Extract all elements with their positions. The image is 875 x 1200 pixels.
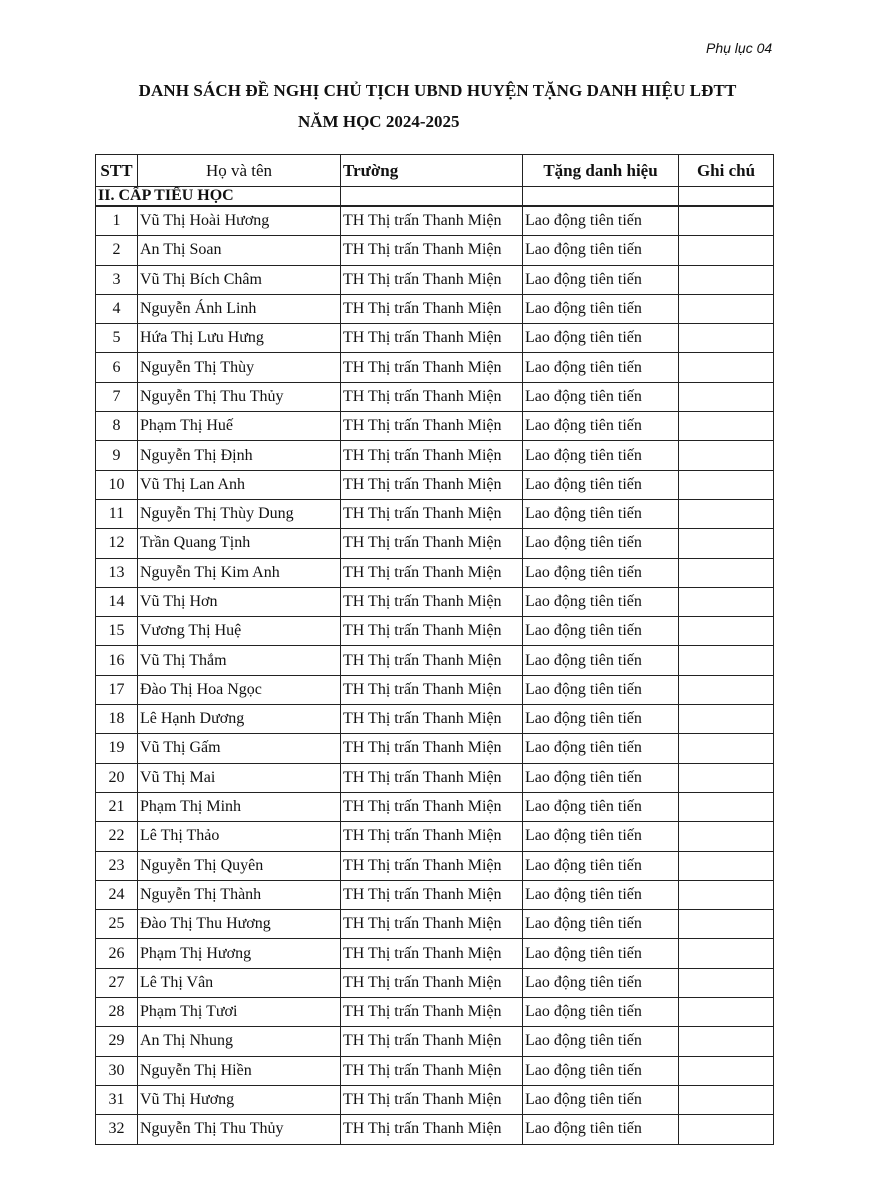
cell-school: TH Thị trấn Thanh Miện (341, 470, 523, 499)
table-row (96, 675, 774, 704)
cell-award: Lao động tiên tiến (523, 529, 679, 558)
cell-note (679, 294, 774, 323)
cell-note (679, 529, 774, 558)
cell-school: TH Thị trấn Thanh Miện (341, 499, 523, 528)
header-name: Họ và tên (138, 155, 341, 187)
cell-award: Lao động tiên tiến (523, 675, 679, 704)
cell-stt: 8 (96, 412, 138, 441)
cell-stt: 7 (96, 382, 138, 411)
cell-stt: 2 (96, 236, 138, 265)
cell-award: Lao động tiên tiến (523, 646, 679, 675)
cell-award: Lao động tiên tiến (523, 1085, 679, 1114)
cell-name: Vương Thị Huệ (138, 617, 341, 646)
cell-note (679, 324, 774, 353)
cell-award: Lao động tiên tiến (523, 792, 679, 821)
cell-note (679, 1027, 774, 1056)
cell-note (679, 499, 774, 528)
table-row (96, 1085, 774, 1114)
cell-note (679, 1085, 774, 1114)
cell-note (679, 763, 774, 792)
cell-school: TH Thị trấn Thanh Miện (341, 1115, 523, 1144)
cell-school: TH Thị trấn Thanh Miện (341, 1056, 523, 1085)
cell-stt: 21 (96, 792, 138, 821)
table-row (96, 529, 774, 558)
cell-school: TH Thị trấn Thanh Miện (341, 529, 523, 558)
cell-name: Đào Thị Hoa Ngọc (138, 675, 341, 704)
table-row (96, 206, 774, 236)
cell-name: Vũ Thị Lan Anh (138, 470, 341, 499)
cell-stt: 23 (96, 851, 138, 880)
cell-note (679, 236, 774, 265)
cell-school: TH Thị trấn Thanh Miện (341, 412, 523, 441)
cell-note (679, 441, 774, 470)
cell-note (679, 705, 774, 734)
cell-school: TH Thị trấn Thanh Miện (341, 617, 523, 646)
cell-stt: 32 (96, 1115, 138, 1144)
cell-name: An Thị Nhung (138, 1027, 341, 1056)
table-row (96, 499, 774, 528)
cell-school: TH Thị trấn Thanh Miện (341, 382, 523, 411)
cell-award: Lao động tiên tiến (523, 499, 679, 528)
cell-stt: 16 (96, 646, 138, 675)
cell-award: Lao động tiên tiến (523, 441, 679, 470)
table-row (96, 998, 774, 1027)
cell-stt: 31 (96, 1085, 138, 1114)
cell-award: Lao động tiên tiến (523, 558, 679, 587)
cell-school: TH Thị trấn Thanh Miện (341, 851, 523, 880)
table-row (96, 851, 774, 880)
cell-award: Lao động tiên tiến (523, 763, 679, 792)
cell-note (679, 851, 774, 880)
table-row (96, 265, 774, 294)
table-row (96, 587, 774, 616)
cell-award: Lao động tiên tiến (523, 968, 679, 997)
cell-name: Phạm Thị Huế (138, 412, 341, 441)
cell-name: Nguyễn Thị Quyên (138, 851, 341, 880)
cell-school: TH Thị trấn Thanh Miện (341, 646, 523, 675)
cell-name: Vũ Thị Bích Châm (138, 265, 341, 294)
table-row (96, 1115, 774, 1144)
table-row (96, 324, 774, 353)
cell-school: TH Thị trấn Thanh Miện (341, 558, 523, 587)
cell-award: Lao động tiên tiến (523, 412, 679, 441)
document-subtitle: NĂM HỌC 2024-2025 (298, 112, 460, 131)
section-cell (341, 187, 523, 207)
cell-note (679, 1056, 774, 1085)
cell-name: Nguyễn Thị Thùy Dung (138, 499, 341, 528)
table-row (96, 294, 774, 323)
cell-stt: 15 (96, 617, 138, 646)
cell-award: Lao động tiên tiến (523, 382, 679, 411)
cell-award: Lao động tiên tiến (523, 1056, 679, 1085)
cell-school: TH Thị trấn Thanh Miện (341, 968, 523, 997)
cell-stt: 27 (96, 968, 138, 997)
cell-note (679, 734, 774, 763)
cell-school: TH Thị trấn Thanh Miện (341, 998, 523, 1027)
table-row (96, 1056, 774, 1085)
cell-award: Lao động tiên tiến (523, 1027, 679, 1056)
table-row (96, 822, 774, 851)
section-cell (523, 187, 679, 207)
cell-note (679, 675, 774, 704)
cell-stt: 1 (96, 206, 138, 236)
cell-name: Hứa Thị Lưu Hưng (138, 324, 341, 353)
cell-name: Vũ Thị Thắm (138, 646, 341, 675)
cell-name: Đào Thị Thu Hương (138, 910, 341, 939)
cell-award: Lao động tiên tiến (523, 236, 679, 265)
award-table (95, 154, 774, 1145)
cell-name: Vũ Thị Hoài Hương (138, 206, 341, 236)
cell-stt: 24 (96, 880, 138, 909)
cell-school: TH Thị trấn Thanh Miện (341, 705, 523, 734)
section-label: II. CẤP TIỂU HỌC (96, 187, 341, 207)
cell-name: Vũ Thị Mai (138, 763, 341, 792)
header-school: Trường (341, 155, 523, 187)
table-row (96, 880, 774, 909)
cell-award: Lao động tiên tiến (523, 822, 679, 851)
cell-name: Nguyễn Thị Hiền (138, 1056, 341, 1085)
cell-note (679, 206, 774, 236)
cell-stt: 29 (96, 1027, 138, 1056)
cell-stt: 5 (96, 324, 138, 353)
cell-stt: 18 (96, 705, 138, 734)
cell-stt: 3 (96, 265, 138, 294)
table-row (96, 1027, 774, 1056)
table-row (96, 734, 774, 763)
cell-school: TH Thị trấn Thanh Miện (341, 1085, 523, 1114)
cell-note (679, 822, 774, 851)
cell-name: Nguyễn Thị Thu Thủy (138, 1115, 341, 1144)
table-row (96, 617, 774, 646)
cell-note (679, 617, 774, 646)
cell-note (679, 470, 774, 499)
cell-note (679, 998, 774, 1027)
cell-award: Lao động tiên tiến (523, 998, 679, 1027)
cell-stt: 17 (96, 675, 138, 704)
cell-name: Vũ Thị Gấm (138, 734, 341, 763)
cell-name: Vũ Thị Hơn (138, 587, 341, 616)
section-row (96, 187, 774, 207)
cell-award: Lao động tiên tiến (523, 265, 679, 294)
table-row (96, 646, 774, 675)
cell-stt: 12 (96, 529, 138, 558)
cell-name: Trần Quang Tịnh (138, 529, 341, 558)
table-row (96, 470, 774, 499)
cell-award: Lao động tiên tiến (523, 470, 679, 499)
cell-award: Lao động tiên tiến (523, 910, 679, 939)
cell-school: TH Thị trấn Thanh Miện (341, 206, 523, 236)
cell-school: TH Thị trấn Thanh Miện (341, 441, 523, 470)
cell-note (679, 265, 774, 294)
cell-school: TH Thị trấn Thanh Miện (341, 880, 523, 909)
header-stt: STT (96, 155, 138, 187)
cell-stt: 4 (96, 294, 138, 323)
cell-school: TH Thị trấn Thanh Miện (341, 1027, 523, 1056)
cell-note (679, 646, 774, 675)
table-row (96, 353, 774, 382)
table-row (96, 763, 774, 792)
header-note: Ghi chú (679, 155, 774, 187)
cell-stt: 28 (96, 998, 138, 1027)
cell-school: TH Thị trấn Thanh Miện (341, 236, 523, 265)
cell-stt: 11 (96, 499, 138, 528)
cell-school: TH Thị trấn Thanh Miện (341, 792, 523, 821)
cell-name: Phạm Thị Tươi (138, 998, 341, 1027)
cell-name: Vũ Thị Hương (138, 1085, 341, 1114)
cell-note (679, 382, 774, 411)
table-row (96, 939, 774, 968)
cell-note (679, 910, 774, 939)
cell-award: Lao động tiên tiến (523, 880, 679, 909)
cell-award: Lao động tiên tiến (523, 939, 679, 968)
table-row (96, 705, 774, 734)
table-row (96, 910, 774, 939)
cell-name: Lê Hạnh Dương (138, 705, 341, 734)
cell-school: TH Thị trấn Thanh Miện (341, 265, 523, 294)
table-row (96, 382, 774, 411)
cell-stt: 14 (96, 587, 138, 616)
cell-stt: 19 (96, 734, 138, 763)
cell-school: TH Thị trấn Thanh Miện (341, 324, 523, 353)
cell-award: Lao động tiên tiến (523, 587, 679, 616)
cell-award: Lao động tiên tiến (523, 324, 679, 353)
cell-name: Nguyễn Thị Định (138, 441, 341, 470)
cell-name: Lê Thị Vân (138, 968, 341, 997)
cell-award: Lao động tiên tiến (523, 705, 679, 734)
cell-name: Lê Thị Thảo (138, 822, 341, 851)
table-row (96, 441, 774, 470)
cell-stt: 10 (96, 470, 138, 499)
cell-name: Nguyễn Thị Thu Thủy (138, 382, 341, 411)
cell-award: Lao động tiên tiến (523, 1115, 679, 1144)
cell-name: An Thị Soan (138, 236, 341, 265)
cell-stt: 30 (96, 1056, 138, 1085)
header-award: Tặng danh hiệu (523, 155, 679, 187)
cell-note (679, 939, 774, 968)
cell-award: Lao động tiên tiến (523, 353, 679, 382)
cell-name: Nguyễn Thị Kim Anh (138, 558, 341, 587)
cell-school: TH Thị trấn Thanh Miện (341, 353, 523, 382)
cell-name: Nguyễn Thị Thành (138, 880, 341, 909)
section-cell (679, 187, 774, 207)
cell-school: TH Thị trấn Thanh Miện (341, 822, 523, 851)
table-header-row (96, 155, 774, 187)
cell-award: Lao động tiên tiến (523, 617, 679, 646)
cell-note (679, 880, 774, 909)
cell-school: TH Thị trấn Thanh Miện (341, 939, 523, 968)
cell-name: Nguyễn Thị Thùy (138, 353, 341, 382)
cell-stt: 20 (96, 763, 138, 792)
cell-award: Lao động tiên tiến (523, 206, 679, 236)
cell-school: TH Thị trấn Thanh Miện (341, 294, 523, 323)
cell-school: TH Thị trấn Thanh Miện (341, 734, 523, 763)
cell-award: Lao động tiên tiến (523, 294, 679, 323)
cell-school: TH Thị trấn Thanh Miện (341, 675, 523, 704)
cell-note (679, 558, 774, 587)
table-row (96, 792, 774, 821)
cell-name: Nguyễn Ánh Linh (138, 294, 341, 323)
cell-award: Lao động tiên tiến (523, 851, 679, 880)
cell-school: TH Thị trấn Thanh Miện (341, 763, 523, 792)
cell-note (679, 587, 774, 616)
table-row (96, 968, 774, 997)
cell-note (679, 353, 774, 382)
cell-school: TH Thị trấn Thanh Miện (341, 910, 523, 939)
document-title: DANH SÁCH ĐỀ NGHỊ CHỦ TỊCH UBND HUYỆN TẶNG DANH HIỆU LĐTT (138, 81, 737, 100)
table-row (96, 412, 774, 441)
table-row (96, 236, 774, 265)
cell-stt: 13 (96, 558, 138, 587)
cell-award: Lao động tiên tiến (523, 734, 679, 763)
table-row (96, 558, 774, 587)
cell-note (679, 412, 774, 441)
cell-school: TH Thị trấn Thanh Miện (341, 587, 523, 616)
cell-stt: 25 (96, 910, 138, 939)
cell-stt: 22 (96, 822, 138, 851)
appendix-label: Phụ lục 04 (706, 40, 773, 56)
cell-stt: 9 (96, 441, 138, 470)
cell-stt: 26 (96, 939, 138, 968)
cell-note (679, 792, 774, 821)
cell-note (679, 1115, 774, 1144)
cell-name: Phạm Thị Minh (138, 792, 341, 821)
cell-stt: 6 (96, 353, 138, 382)
cell-note (679, 968, 774, 997)
cell-name: Phạm Thị Hương (138, 939, 341, 968)
